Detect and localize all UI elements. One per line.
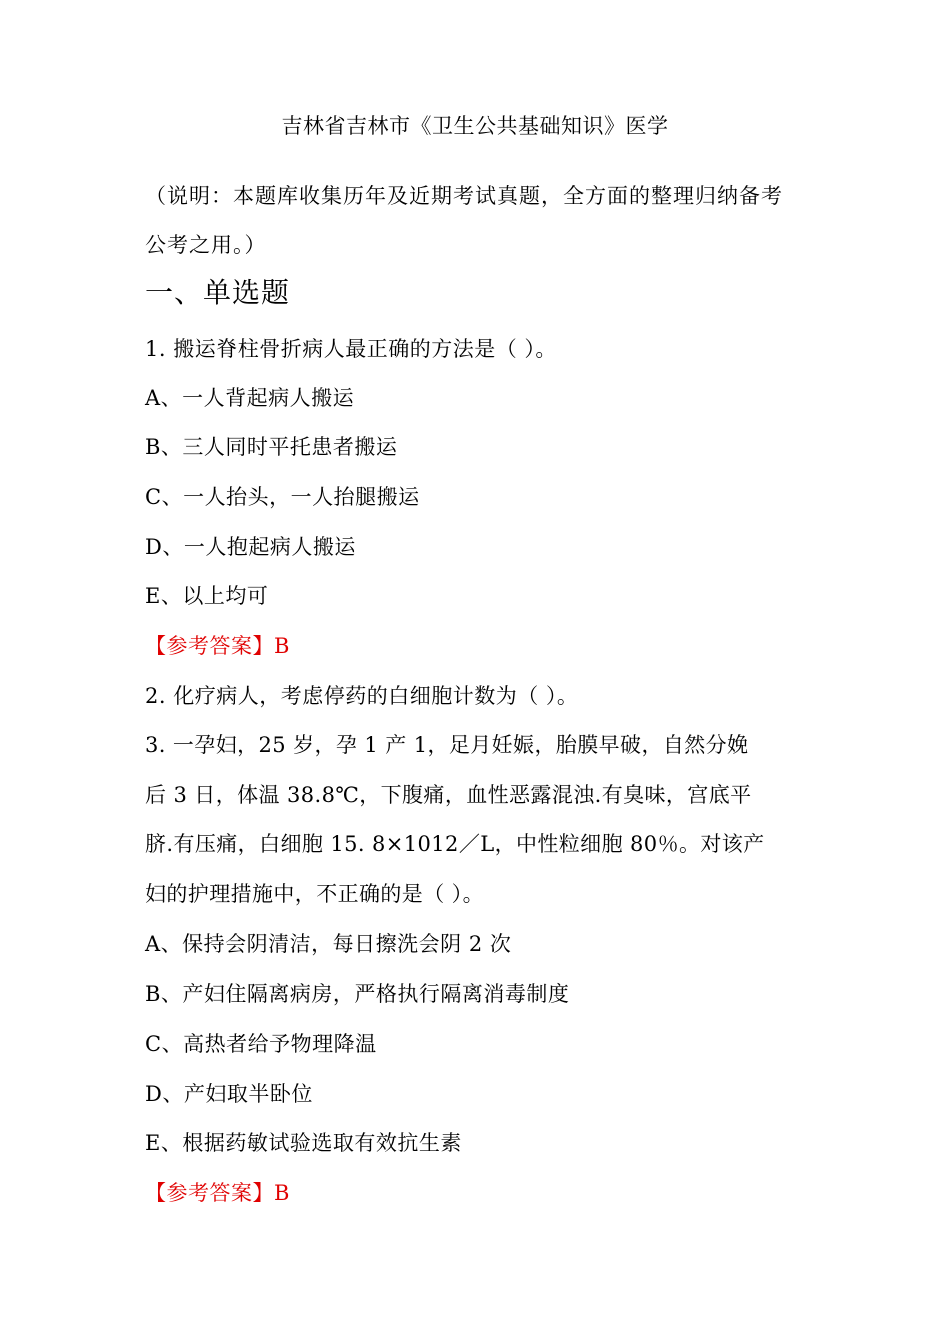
intro-note — [145, 172, 810, 270]
reference-answer: 【参考答案】B — [145, 634, 290, 658]
section-heading: 一、单选题 — [145, 276, 291, 309]
question-stem — [145, 721, 810, 919]
option-item: B、三人同时平托患者搬运 — [145, 435, 398, 459]
option-item: D、一人抱起病人搬运 — [145, 535, 356, 559]
question-stem-line: 3. 一孕妇，25 岁，孕 1 产 1，足月妊娠，胎膜早破，自然分娩 — [145, 733, 749, 757]
intro-line: （说明：本题库收集历年及近期考试真题，全方面的整理归纳备考 — [145, 184, 783, 208]
option-item: A、一人背起病人搬运 — [145, 386, 355, 410]
reference-answer: 【参考答案】B — [145, 1181, 290, 1205]
question-stem: 2. 化疗病人，考虑停药的白细胞计数为（ ）。 — [145, 684, 579, 708]
option-item: E、根据药敏试验选取有效抗生素 — [145, 1131, 462, 1155]
question-stem: 1. 搬运脊柱骨折病人最正确的方法是（ ）。 — [145, 337, 557, 361]
option-item: A、保持会阴清洁，每日擦洗会阴 2 次 — [145, 932, 512, 956]
document-title: 吉林省吉林市《卫生公共基础知识》医学 — [281, 114, 669, 138]
question-stem-line: 后 3 日，体温 38.8℃，下腹痛，血性恶露混浊.有臭味，宫底平 — [145, 782, 752, 807]
intro-line: 公考之用。） — [145, 233, 267, 257]
question-stem-line: 脐.有压痛，白细胞 15. 8×1012／L，中性粒细胞 80％。对该产 — [145, 832, 765, 856]
option-item: C、高热者给予物理降温 — [145, 1032, 377, 1056]
option-item: C、一人抬头，一人抬腿搬运 — [145, 485, 420, 509]
option-item: D、产妇取半卧位 — [145, 1082, 313, 1106]
option-item: E、以上均可 — [145, 584, 269, 608]
option-item: B、产妇住隔离病房，严格执行隔离消毒制度 — [145, 982, 570, 1006]
question-stem-line: 妇的护理措施中，不正确的是（ ）。 — [145, 881, 484, 906]
